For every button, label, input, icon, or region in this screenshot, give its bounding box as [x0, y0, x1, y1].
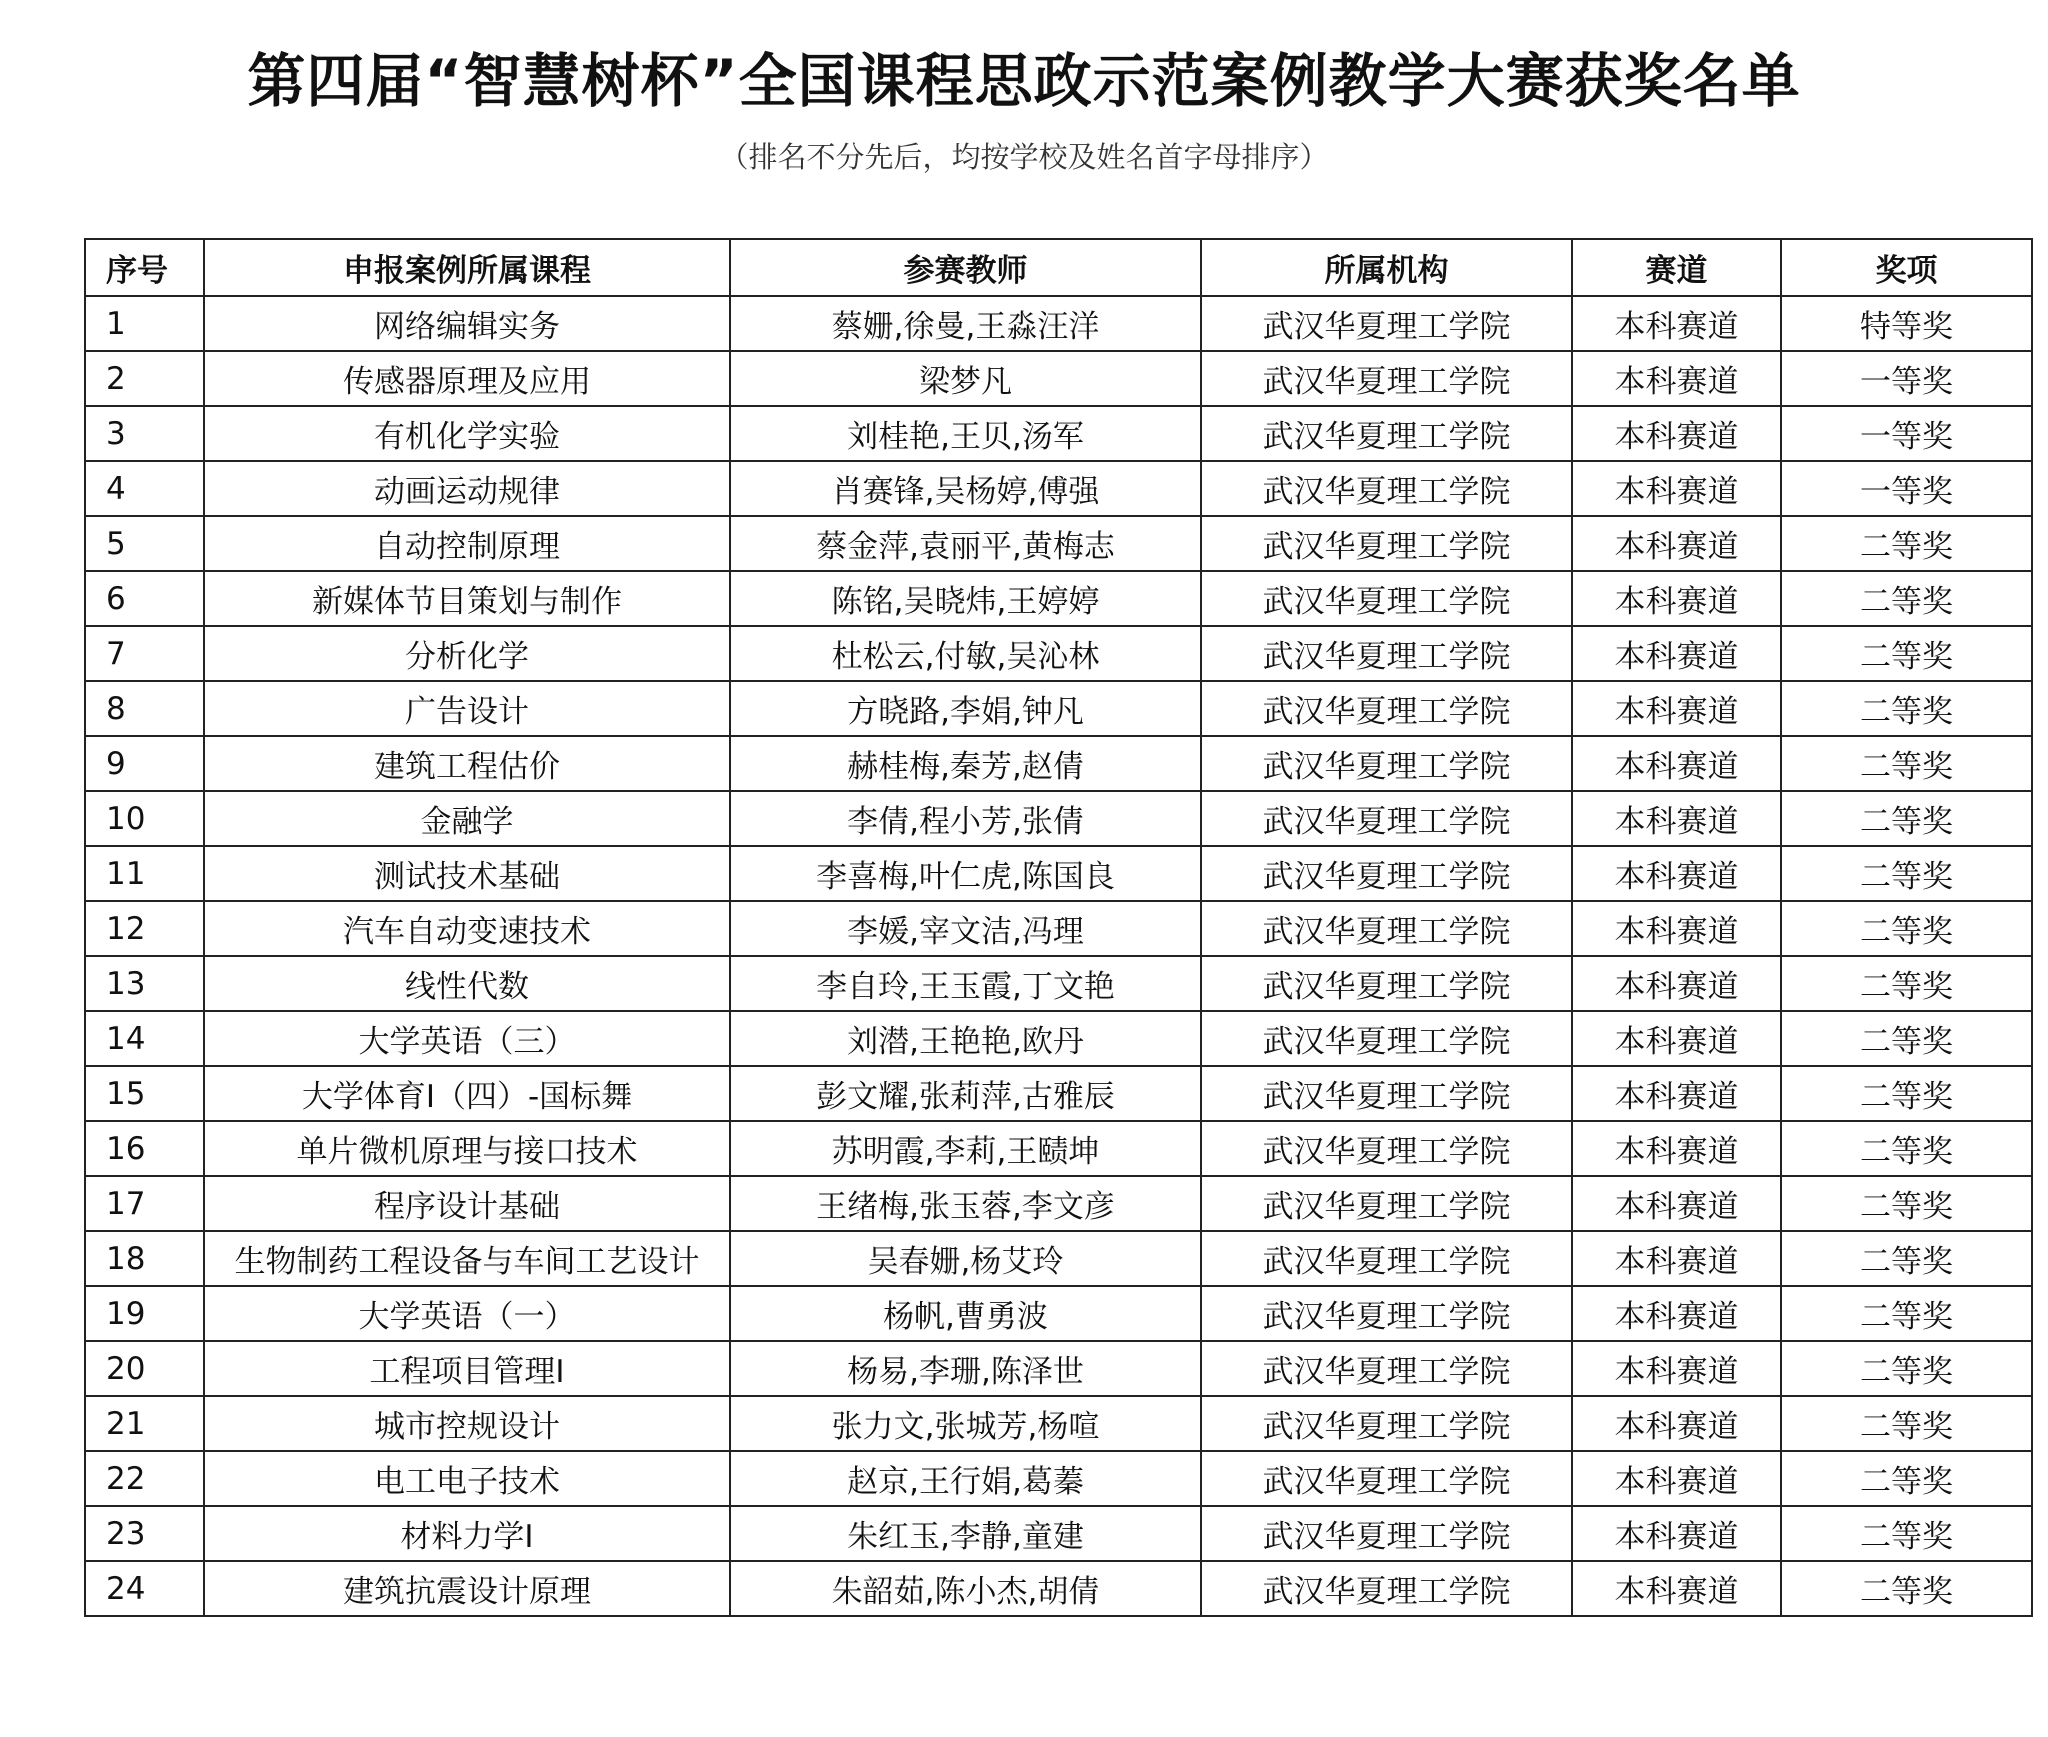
table-row	[85, 791, 2032, 846]
cell-serial-number: 2	[85, 351, 204, 406]
cell-serial-number: 21	[85, 1396, 204, 1451]
cell-course: 电工电子技术	[204, 1451, 730, 1506]
cell-course: 线性代数	[204, 956, 730, 1011]
cell-institution: 武汉华夏理工学院	[1201, 1286, 1572, 1341]
cell-teachers: 李喜梅,叶仁虎,陈国良	[730, 846, 1201, 901]
table-row	[85, 1506, 2032, 1561]
cell-institution: 武汉华夏理工学院	[1201, 1451, 1572, 1506]
cell-institution: 武汉华夏理工学院	[1201, 406, 1572, 461]
cell-serial-number: 9	[85, 736, 204, 791]
cell-award: 二等奖	[1781, 901, 2032, 956]
cell-teachers: 杜松云,付敏,吴沁林	[730, 626, 1201, 681]
cell-institution: 武汉华夏理工学院	[1201, 1176, 1572, 1231]
cell-teachers: 王绪梅,张玉蓉,李文彦	[730, 1176, 1201, 1231]
cell-institution: 武汉华夏理工学院	[1201, 516, 1572, 571]
cell-serial-number: 20	[85, 1341, 204, 1396]
header-award: 奖项	[1781, 239, 2032, 296]
table-row	[85, 736, 2032, 791]
cell-track: 本科赛道	[1572, 406, 1781, 461]
cell-institution: 武汉华夏理工学院	[1201, 736, 1572, 791]
cell-course: 网络编辑实务	[204, 296, 730, 351]
cell-track: 本科赛道	[1572, 1176, 1781, 1231]
cell-course: 动画运动规律	[204, 461, 730, 516]
cell-teachers: 李自玲,王玉霞,丁文艳	[730, 956, 1201, 1011]
cell-course: 大学体育Ⅰ（四）-国标舞	[204, 1066, 730, 1121]
cell-course: 工程项目管理Ⅰ	[204, 1341, 730, 1396]
cell-track: 本科赛道	[1572, 1011, 1781, 1066]
cell-course: 大学英语（三）	[204, 1011, 730, 1066]
table-row	[85, 1066, 2032, 1121]
table-row	[85, 1011, 2032, 1066]
cell-serial-number: 14	[85, 1011, 204, 1066]
table-row	[85, 1396, 2032, 1451]
cell-course: 程序设计基础	[204, 1176, 730, 1231]
table-row	[85, 846, 2032, 901]
cell-course: 汽车自动变速技术	[204, 901, 730, 956]
cell-track: 本科赛道	[1572, 736, 1781, 791]
cell-track: 本科赛道	[1572, 571, 1781, 626]
cell-course: 自动控制原理	[204, 516, 730, 571]
cell-serial-number: 5	[85, 516, 204, 571]
header-track: 赛道	[1572, 239, 1781, 296]
cell-track: 本科赛道	[1572, 1506, 1781, 1561]
cell-award: 二等奖	[1781, 791, 2032, 846]
header-row	[85, 239, 2032, 296]
cell-course: 新媒体节目策划与制作	[204, 571, 730, 626]
table-row	[85, 681, 2032, 736]
page-subtitle: （排名不分先后，均按学校及姓名首字母排序）	[719, 140, 1329, 174]
cell-teachers: 李倩,程小芳,张倩	[730, 791, 1201, 846]
table-row	[85, 1286, 2032, 1341]
cell-serial-number: 13	[85, 956, 204, 1011]
cell-course: 大学英语（一）	[204, 1286, 730, 1341]
cell-institution: 武汉华夏理工学院	[1201, 1506, 1572, 1561]
cell-serial-number: 12	[85, 901, 204, 956]
table-row	[85, 571, 2032, 626]
cell-track: 本科赛道	[1572, 351, 1781, 406]
cell-institution: 武汉华夏理工学院	[1201, 1341, 1572, 1396]
cell-course: 测试技术基础	[204, 846, 730, 901]
cell-teachers: 蔡姗,徐曼,王淼汪洋	[730, 296, 1201, 351]
cell-award: 一等奖	[1781, 461, 2032, 516]
cell-teachers: 杨帆,曹勇波	[730, 1286, 1201, 1341]
cell-teachers: 赫桂梅,秦芳,赵倩	[730, 736, 1201, 791]
cell-institution: 武汉华夏理工学院	[1201, 1396, 1572, 1451]
cell-institution: 武汉华夏理工学院	[1201, 1561, 1572, 1616]
cell-serial-number: 1	[85, 296, 204, 351]
cell-track: 本科赛道	[1572, 516, 1781, 571]
cell-award: 二等奖	[1781, 1286, 2032, 1341]
cell-serial-number: 15	[85, 1066, 204, 1121]
table-row	[85, 516, 2032, 571]
table-row	[85, 956, 2032, 1011]
cell-teachers: 杨易,李珊,陈泽世	[730, 1341, 1201, 1396]
cell-teachers: 彭文耀,张莉萍,古雅辰	[730, 1066, 1201, 1121]
table-row	[85, 1176, 2032, 1231]
cell-award: 二等奖	[1781, 626, 2032, 681]
cell-serial-number: 7	[85, 626, 204, 681]
cell-award: 二等奖	[1781, 956, 2032, 1011]
cell-track: 本科赛道	[1572, 1231, 1781, 1286]
cell-track: 本科赛道	[1572, 1121, 1781, 1176]
cell-institution: 武汉华夏理工学院	[1201, 351, 1572, 406]
cell-institution: 武汉华夏理工学院	[1201, 461, 1572, 516]
cell-institution: 武汉华夏理工学院	[1201, 791, 1572, 846]
table-header	[85, 239, 2032, 296]
cell-track: 本科赛道	[1572, 1451, 1781, 1506]
cell-award: 二等奖	[1781, 1121, 2032, 1176]
cell-teachers: 吴春姗,杨艾玲	[730, 1231, 1201, 1286]
cell-serial-number: 16	[85, 1121, 204, 1176]
cell-serial-number: 17	[85, 1176, 204, 1231]
cell-serial-number: 23	[85, 1506, 204, 1561]
table-row	[85, 296, 2032, 351]
cell-institution: 武汉华夏理工学院	[1201, 1231, 1572, 1286]
cell-course: 广告设计	[204, 681, 730, 736]
cell-institution: 武汉华夏理工学院	[1201, 681, 1572, 736]
cell-track: 本科赛道	[1572, 791, 1781, 846]
cell-track: 本科赛道	[1572, 1561, 1781, 1616]
cell-serial-number: 10	[85, 791, 204, 846]
cell-award: 二等奖	[1781, 1176, 2032, 1231]
cell-award: 二等奖	[1781, 736, 2032, 791]
cell-teachers: 肖赛锋,吴杨婷,傅强	[730, 461, 1201, 516]
cell-award: 二等奖	[1781, 1341, 2032, 1396]
cell-track: 本科赛道	[1572, 681, 1781, 736]
award-table	[84, 238, 2033, 1617]
table-row	[85, 351, 2032, 406]
cell-serial-number: 19	[85, 1286, 204, 1341]
table-body	[85, 296, 2032, 1616]
table-row	[85, 901, 2032, 956]
cell-teachers: 刘潜,王艳艳,欧丹	[730, 1011, 1201, 1066]
cell-teachers: 苏明霞,李莉,王赜坤	[730, 1121, 1201, 1176]
cell-course: 金融学	[204, 791, 730, 846]
cell-serial-number: 4	[85, 461, 204, 516]
cell-track: 本科赛道	[1572, 461, 1781, 516]
cell-track: 本科赛道	[1572, 901, 1781, 956]
cell-serial-number: 8	[85, 681, 204, 736]
cell-teachers: 方晓路,李娟,钟凡	[730, 681, 1201, 736]
cell-institution: 武汉华夏理工学院	[1201, 956, 1572, 1011]
cell-institution: 武汉华夏理工学院	[1201, 1011, 1572, 1066]
cell-course: 建筑抗震设计原理	[204, 1561, 730, 1616]
cell-teachers: 朱韶茹,陈小杰,胡倩	[730, 1561, 1201, 1616]
cell-serial-number: 11	[85, 846, 204, 901]
table-row	[85, 1561, 2032, 1616]
cell-teachers: 陈铭,吴晓炜,王婷婷	[730, 571, 1201, 626]
cell-teachers: 张力文,张城芳,杨喧	[730, 1396, 1201, 1451]
cell-award: 二等奖	[1781, 846, 2032, 901]
cell-award: 二等奖	[1781, 1231, 2032, 1286]
cell-teachers: 李媛,宰文洁,冯理	[730, 901, 1201, 956]
cell-award: 一等奖	[1781, 406, 2032, 461]
cell-award: 二等奖	[1781, 1561, 2032, 1616]
page-title: 第四届“智慧树杯”全国课程思政示范案例教学大赛获奖名单	[247, 47, 1801, 115]
cell-track: 本科赛道	[1572, 956, 1781, 1011]
cell-track: 本科赛道	[1572, 626, 1781, 681]
cell-serial-number: 24	[85, 1561, 204, 1616]
cell-serial-number: 3	[85, 406, 204, 461]
table-row	[85, 626, 2032, 681]
header-teachers: 参赛教师	[730, 239, 1201, 296]
cell-teachers: 梁梦凡	[730, 351, 1201, 406]
cell-award: 二等奖	[1781, 1011, 2032, 1066]
cell-track: 本科赛道	[1572, 1396, 1781, 1451]
header-institution: 所属机构	[1201, 239, 1572, 296]
cell-serial-number: 6	[85, 571, 204, 626]
table-row	[85, 1121, 2032, 1176]
cell-award: 二等奖	[1781, 1506, 2032, 1561]
cell-award: 二等奖	[1781, 1066, 2032, 1121]
cell-track: 本科赛道	[1572, 1286, 1781, 1341]
cell-serial-number: 22	[85, 1451, 204, 1506]
cell-institution: 武汉华夏理工学院	[1201, 901, 1572, 956]
table-row	[85, 1231, 2032, 1286]
cell-award: 二等奖	[1781, 1451, 2032, 1506]
cell-teachers: 朱红玉,李静,童建	[730, 1506, 1201, 1561]
cell-course: 单片微机原理与接口技术	[204, 1121, 730, 1176]
cell-course: 生物制药工程设备与车间工艺设计	[204, 1231, 730, 1286]
cell-award: 二等奖	[1781, 571, 2032, 626]
cell-institution: 武汉华夏理工学院	[1201, 296, 1572, 351]
cell-course: 城市控规设计	[204, 1396, 730, 1451]
header-course: 申报案例所属课程	[204, 239, 730, 296]
cell-teachers: 蔡金萍,袁丽平,黄梅志	[730, 516, 1201, 571]
cell-serial-number: 18	[85, 1231, 204, 1286]
cell-course: 分析化学	[204, 626, 730, 681]
cell-track: 本科赛道	[1572, 1341, 1781, 1396]
cell-institution: 武汉华夏理工学院	[1201, 1066, 1572, 1121]
cell-course: 材料力学Ⅰ	[204, 1506, 730, 1561]
cell-teachers: 赵京,王行娟,葛蓁	[730, 1451, 1201, 1506]
cell-track: 本科赛道	[1572, 296, 1781, 351]
table-row	[85, 406, 2032, 461]
cell-track: 本科赛道	[1572, 846, 1781, 901]
cell-course: 有机化学实验	[204, 406, 730, 461]
table-row	[85, 1341, 2032, 1396]
cell-track: 本科赛道	[1572, 1066, 1781, 1121]
cell-institution: 武汉华夏理工学院	[1201, 846, 1572, 901]
cell-institution: 武汉华夏理工学院	[1201, 1121, 1572, 1176]
cell-institution: 武汉华夏理工学院	[1201, 626, 1572, 681]
cell-course: 建筑工程估价	[204, 736, 730, 791]
cell-teachers: 刘桂艳,王贝,汤军	[730, 406, 1201, 461]
cell-award: 二等奖	[1781, 681, 2032, 736]
cell-award: 二等奖	[1781, 1396, 2032, 1451]
cell-course: 传感器原理及应用	[204, 351, 730, 406]
cell-institution: 武汉华夏理工学院	[1201, 571, 1572, 626]
cell-award: 特等奖	[1781, 296, 2032, 351]
cell-award: 二等奖	[1781, 516, 2032, 571]
table-row	[85, 461, 2032, 516]
table-row	[85, 1451, 2032, 1506]
cell-award: 一等奖	[1781, 351, 2032, 406]
header-serial-number: 序号	[85, 239, 204, 296]
